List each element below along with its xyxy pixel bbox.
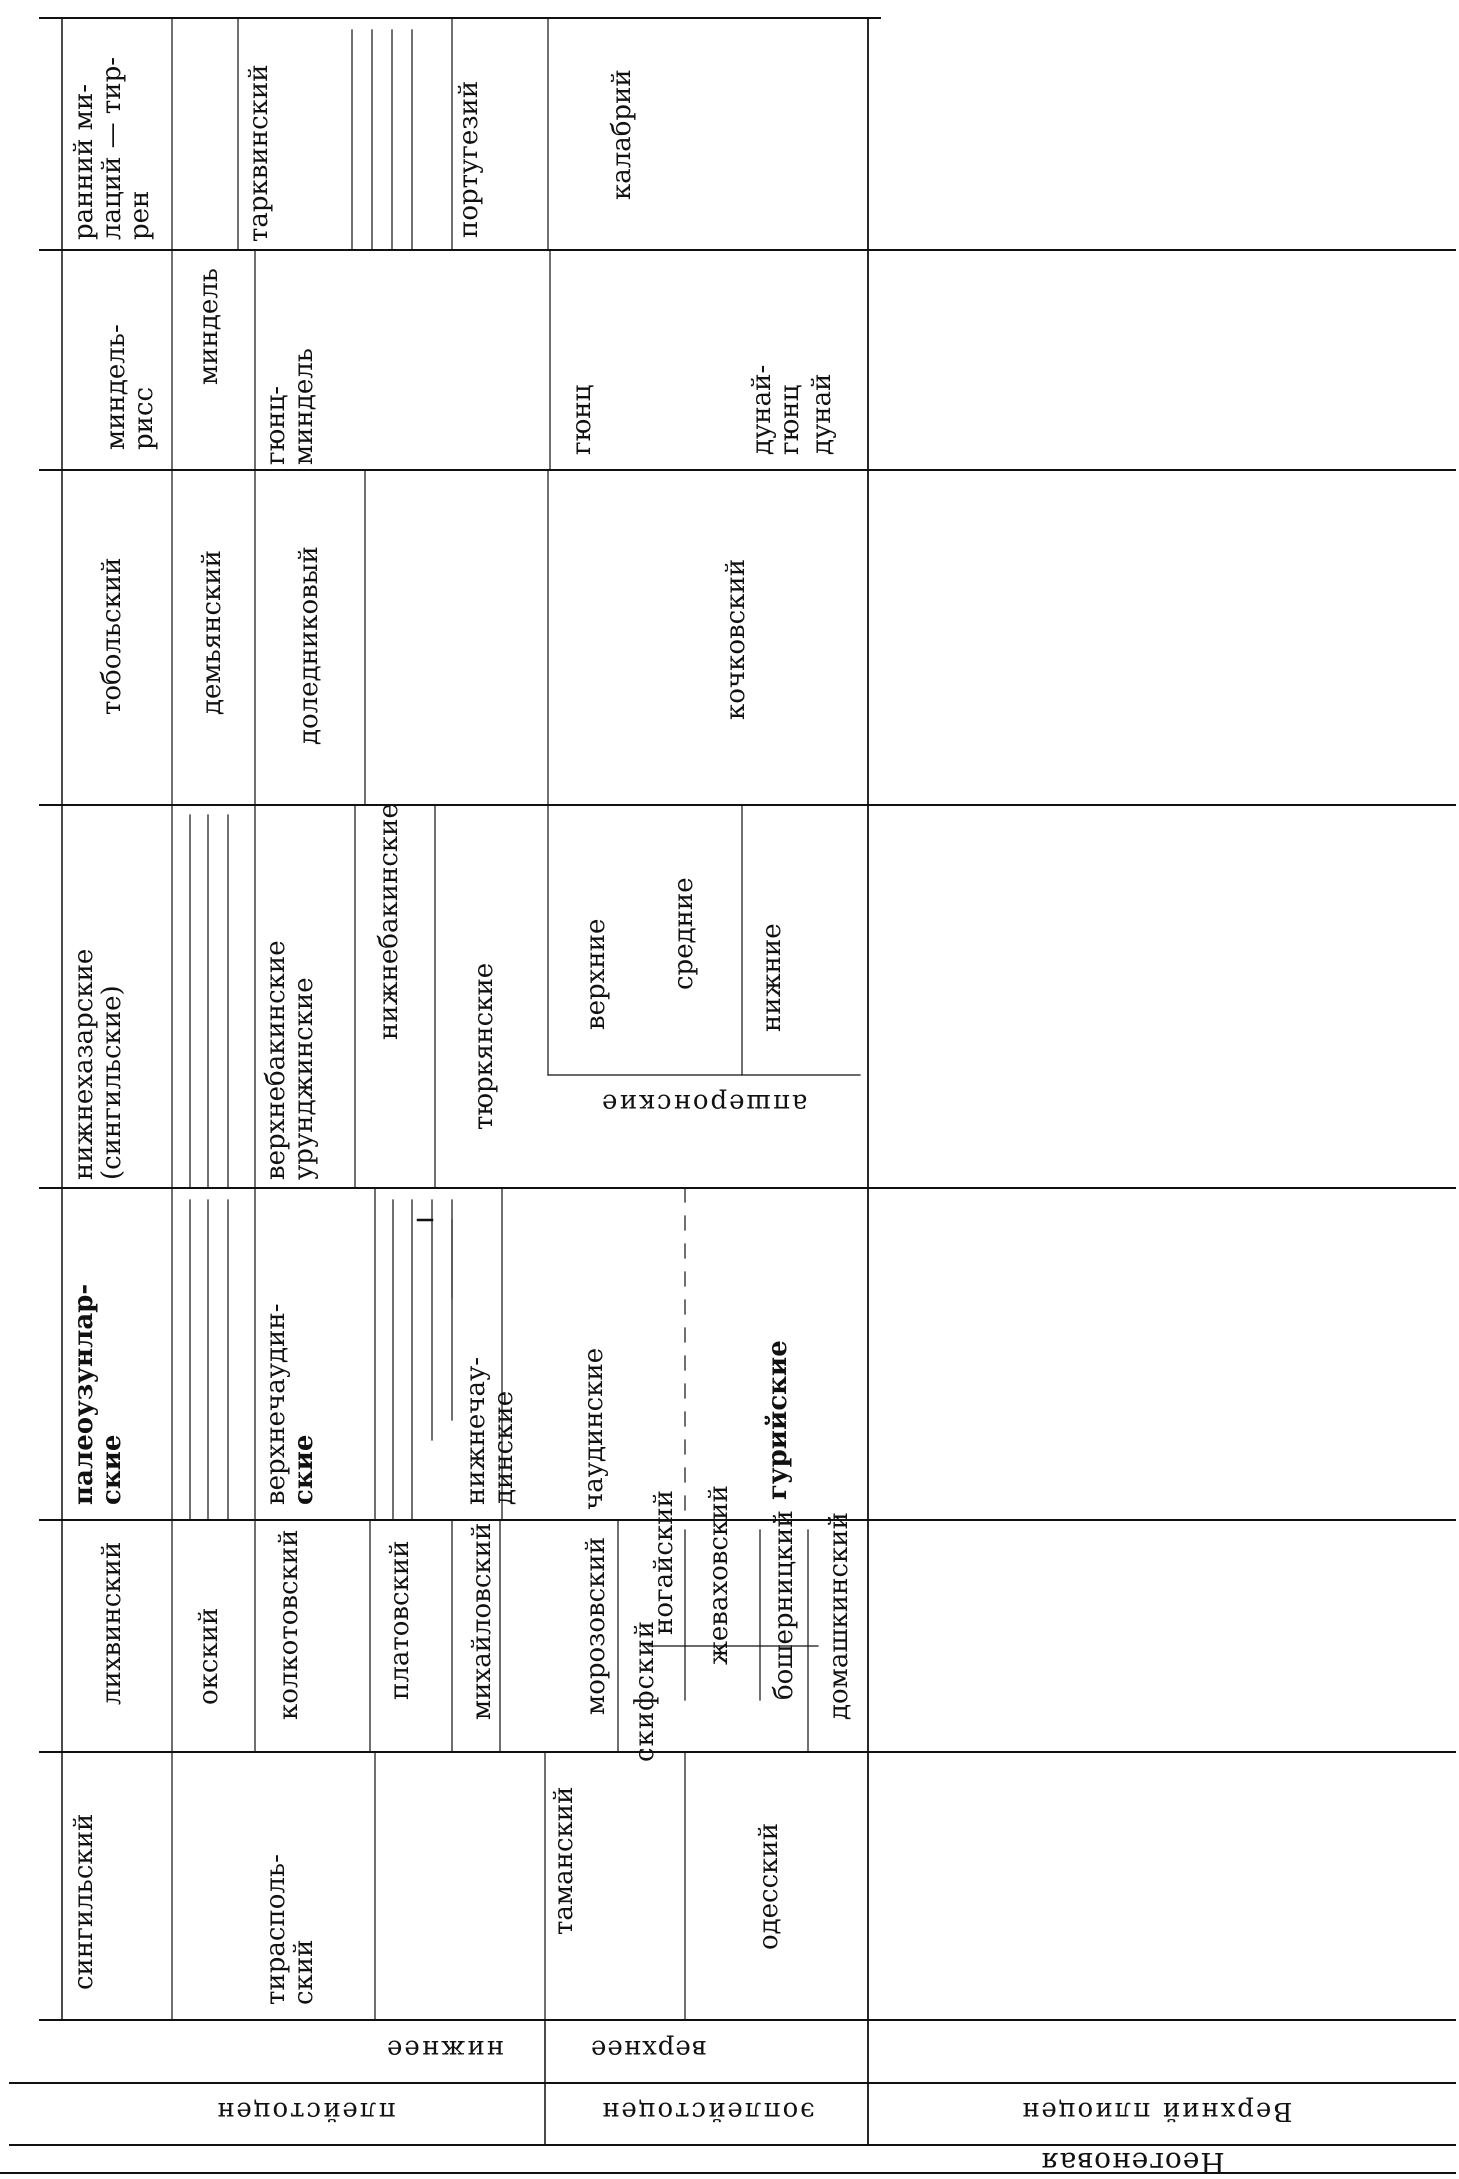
nogai-cell: ногайский: [649, 1490, 679, 1635]
likhvin-cell: лихвинский: [97, 1541, 127, 1705]
lower-baku-cell: нижнебакинские: [374, 803, 404, 1040]
upper-pliocene-label: Верхний плиоцен: [1020, 2096, 1293, 2126]
early-milazzo-cell: ранний ми- лаций — тир- рен: [69, 56, 156, 240]
skif-cell: скифский: [630, 1620, 660, 1762]
taman-cell: таманский: [549, 1786, 579, 1935]
upper-chauda-cell: верхнечаудин- ские: [261, 1303, 320, 1505]
tarquin-cell: тарквинский: [244, 64, 274, 242]
demyan-cell: демьянский: [197, 550, 227, 715]
upper-baku-cell: верхнебакинские урунджинские: [261, 940, 320, 1180]
domashkin-cell: домашкинский: [824, 1512, 854, 1720]
kolkotov-cell: колкотовский: [274, 1529, 304, 1720]
danube-cell: дунай: [807, 373, 837, 455]
pleistocene-label: плейстоцен: [215, 2096, 396, 2126]
kochkov-cell: кочковский: [721, 558, 751, 720]
gunz-cell: гюнц: [567, 384, 597, 455]
mindel-cell: миндель: [194, 268, 224, 385]
upper-cell: верхние: [581, 918, 611, 1030]
eopleistocene-label: эоплейстоцен: [600, 2096, 815, 2126]
lower-cell: нижние: [757, 923, 787, 1032]
apsheron-cell: апшеронские: [600, 1088, 808, 1118]
chauda-cell: чаудинские: [579, 1347, 609, 1510]
platov-cell: платовский: [385, 1540, 415, 1700]
morozov-cell: морозовский: [581, 1536, 611, 1715]
tobolsk-cell: тобольский: [97, 557, 127, 715]
preglacial-cell: доледниковый: [294, 546, 324, 745]
lower-chauda-cell: нижнечау- динские: [461, 1356, 520, 1505]
neogene-system-label: Неогеновая: [1040, 2146, 1225, 2179]
tyurkyan-cell: тюркянские: [469, 962, 499, 1130]
mikhailov-cell: михайловский: [467, 1522, 497, 1720]
guria-cell: гурийские: [763, 1340, 793, 1500]
odessa-cell: одесский: [754, 1822, 784, 1950]
pleistocene-lower-label: нижнее: [385, 2034, 504, 2064]
danube-gunz-cell: дунай- гюнц: [747, 364, 806, 455]
mindel-riss-cell: миндель- рисс: [101, 324, 160, 450]
middle-cell: средние: [669, 877, 699, 990]
boshern-cell: бошерницкий: [769, 1510, 799, 1700]
calabria-cell: калабрий: [607, 69, 637, 200]
gunz-mindel-cell: гюнц- миндель: [261, 348, 320, 465]
eopleistocene-upper-label: верхнее: [590, 2034, 707, 2064]
oka-cell: окский: [194, 1607, 224, 1705]
zhevakhov-cell: жеваховский: [704, 1485, 734, 1665]
lower-khazar-cell: нижнехазарские (сингильские): [69, 948, 128, 1180]
portugiz-cell: португезий: [454, 80, 484, 238]
singil-cell: сингильский: [69, 1813, 99, 1990]
paleouzunlar-cell: палеоузунлар- ские: [69, 1283, 128, 1505]
tiraspol-cell: тирасполь- ский: [261, 1854, 320, 2005]
